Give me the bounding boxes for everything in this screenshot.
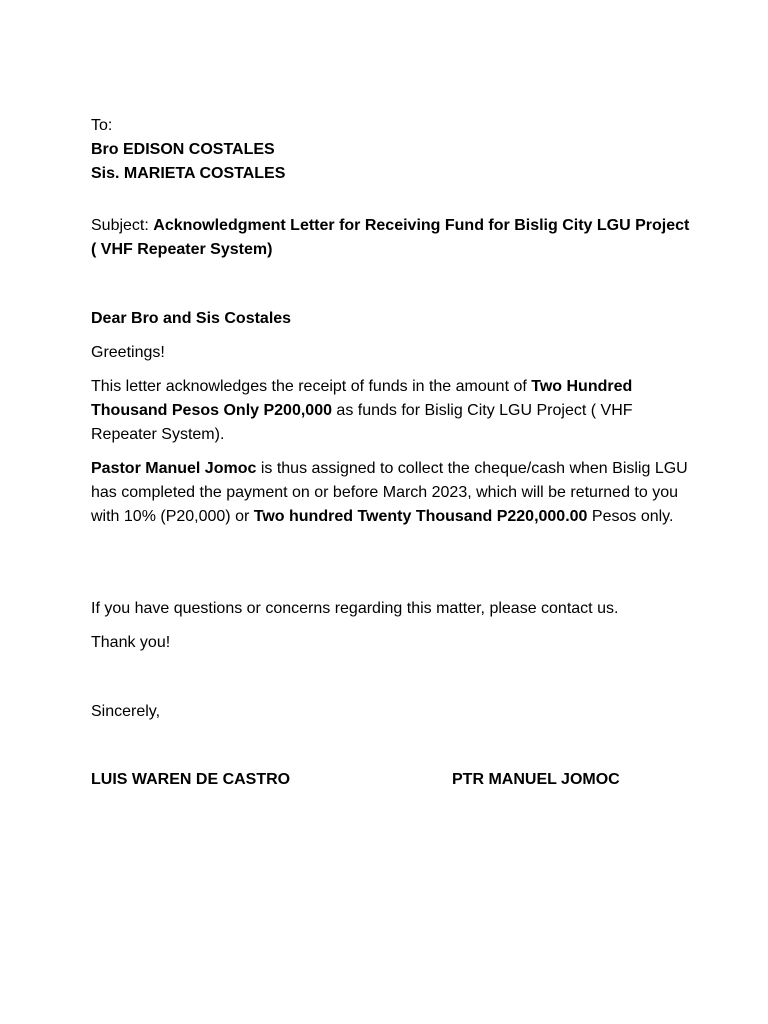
subject-block bbox=[91, 214, 691, 262]
para2-text-b: is thus assigned to collect the cheque/cash when Bislig LGU has completed the payment on or before March 2023, which will be returned to you with 10% (P20,000) or bbox=[91, 460, 688, 525]
paragraph-2 bbox=[91, 457, 691, 529]
signatory-1: LUIS WAREN DE CASTRO bbox=[91, 771, 291, 788]
thanks-line: Thank you! bbox=[91, 634, 171, 651]
para1-text-c: as funds for Bislig City LGU Project ( VHF Repeater System). bbox=[91, 402, 633, 443]
closing-line: Sincerely, bbox=[91, 703, 161, 720]
salutation: Dear Bro and Sis Costales bbox=[91, 310, 292, 327]
subject-line-1: Acknowledgment Letter for Receiving Fund for Bislig City LGU Project bbox=[153, 217, 690, 234]
recipient-block bbox=[91, 114, 691, 186]
signatory-2: PTR MANUEL JOMOC bbox=[452, 771, 620, 788]
para2-amount: Two hundred Twenty Thousand P220,000.00 bbox=[253, 508, 588, 525]
greeting: Greetings! bbox=[91, 344, 165, 361]
para2-name: Pastor Manuel Jomoc bbox=[91, 460, 257, 477]
questions-line: If you have questions or concerns regarding this matter, please contact us. bbox=[91, 600, 619, 617]
to-label: To: bbox=[91, 117, 113, 134]
para2-text-d: Pesos only. bbox=[587, 508, 674, 525]
subject-line-2: ( VHF Repeater System) bbox=[91, 241, 273, 258]
para1-amount: Two Hundred Thousand Pesos Only P200,000 bbox=[91, 378, 633, 419]
subject-label: Subject: bbox=[91, 217, 154, 234]
paragraph-1 bbox=[91, 375, 686, 447]
recipient-1: Bro EDISON COSTALES bbox=[91, 141, 275, 158]
para1-text-a: This letter acknowledges the receipt of funds in the amount of bbox=[91, 378, 532, 395]
recipient-2: Sis. MARIETA COSTALES bbox=[91, 165, 286, 182]
